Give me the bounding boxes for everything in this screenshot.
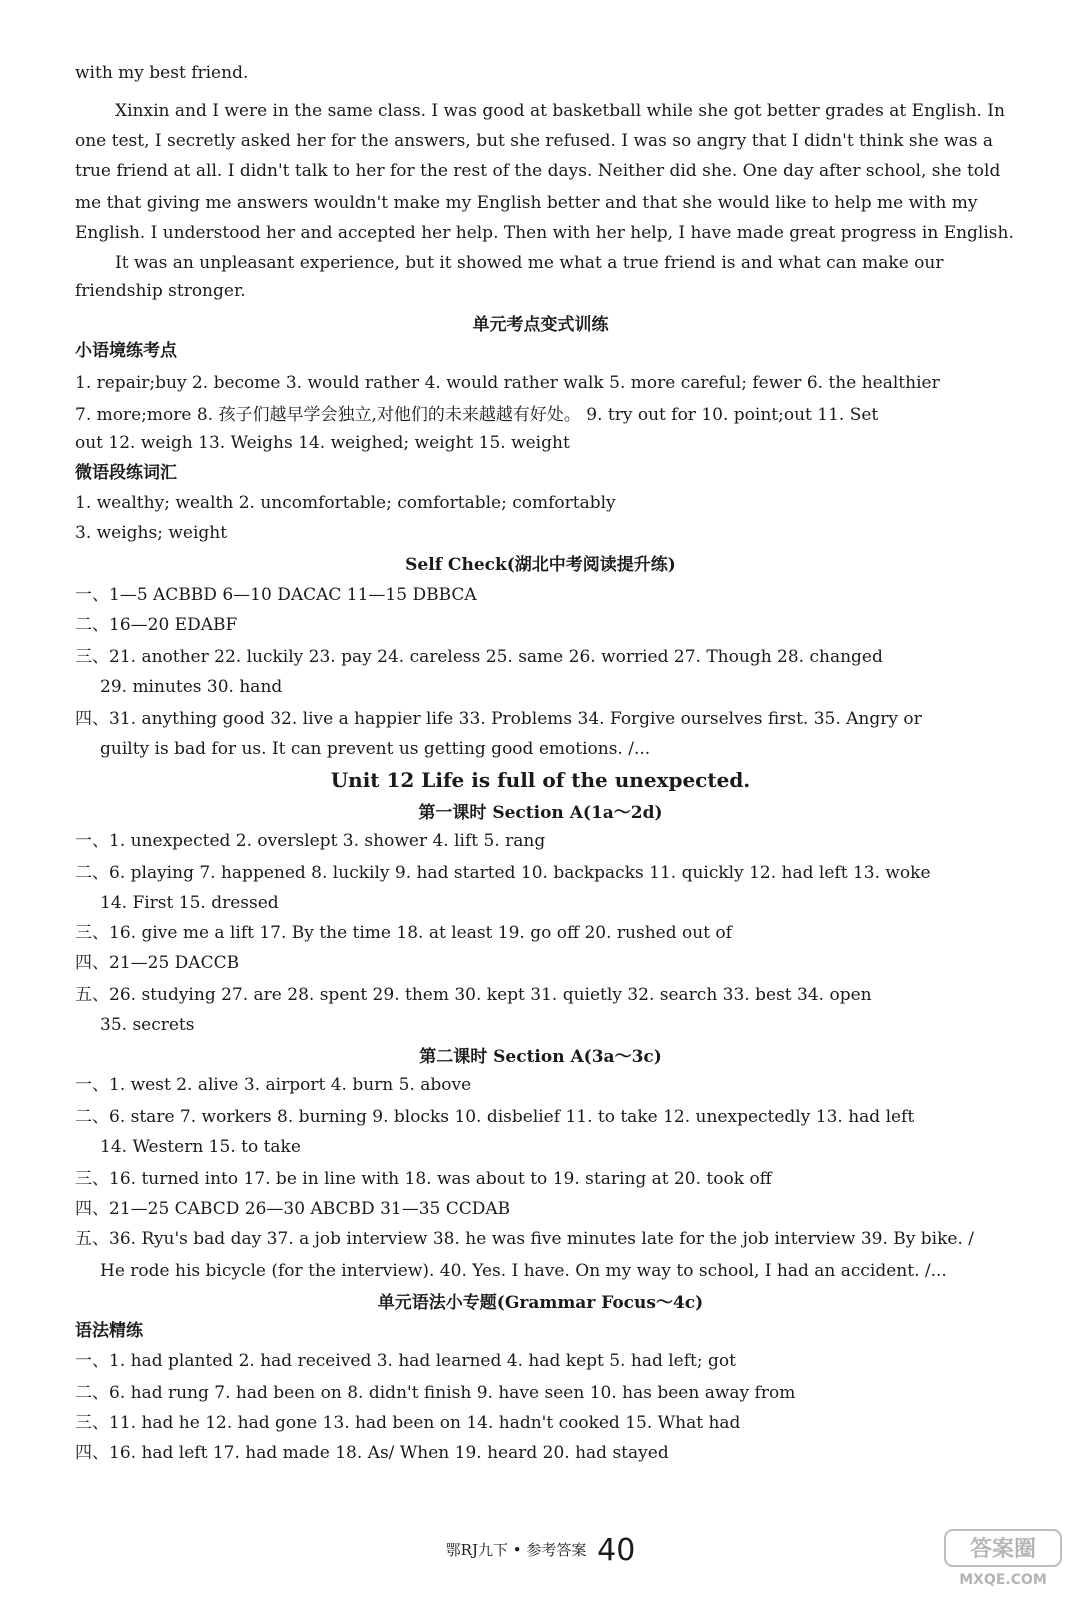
answer-line: 14. Western 15. to take xyxy=(100,1137,301,1157)
watermark-graphic xyxy=(943,1528,1063,1590)
answer-line: 14. First 15. dressed xyxy=(100,893,279,913)
watermark-logo xyxy=(943,1528,1063,1590)
answer-line: 四、21—25 CABCD 26—30 ABCBD 31—35 CCDAB xyxy=(75,1199,511,1219)
essay-line: It was an unpleasant experience, but it showed me what a true friend is and what can make our xyxy=(115,253,944,273)
answer-line: 29. minutes 30. hand xyxy=(100,677,283,697)
essay-line: true friend at all. I didn't talk to her for the rest of the days. Neither did she. One day after school, she told xyxy=(75,161,1001,181)
essay-line: friendship stronger. xyxy=(75,281,246,301)
answer-line: out 12. weigh 13. Weighs 14. weighed; weight 15. weight xyxy=(75,433,570,453)
answer-line: 三、21. another 22. luckily 23. pay 24. careless 25. same 26. worried 27. Though 28. changed xyxy=(75,647,883,667)
answer-line: 1. wealthy; wealth 2. uncomfortable; comfortable; comfortably xyxy=(75,493,616,513)
answer-line: 五、26. studying 27. are 28. spent 29. them 30. kept 31. quietly 32. search 33. best 34. open xyxy=(75,985,872,1005)
answer-line: 一、1. west 2. alive 3. airport 4. burn 5. above xyxy=(75,1075,472,1095)
section-heading: 单元语法小专题(Grammar Focus～4c) xyxy=(377,1293,704,1313)
answer-line: 三、11. had he 12. had gone 13. had been on 14. hadn't cooked 15. What had xyxy=(75,1413,741,1433)
answer-line: He rode his bicycle (for the interview). 40. Yes. I have. On my way to school, I had an accident. /... xyxy=(100,1261,947,1281)
footer-label: 鄂RJ九下 • 参考答案 xyxy=(445,1541,587,1559)
answer-line: 一、1—5 ACBBD 6—10 DACAC 11—15 DBBCA xyxy=(75,585,477,605)
answer-line: 7. more;more 8. 孩子们越早学会独立,对他们的未来越越有好处。 9. try out for 10. point;out 11. Set xyxy=(75,405,879,425)
section-heading: Self Check(湖北中考阅读提升练) xyxy=(405,555,676,575)
answer-line: 三、16. give me a lift 17. By the time 18. at least 19. go off 20. rushed out of xyxy=(75,923,732,943)
answer-line: 五、36. Ryu's bad day 37. a job interview 38. he was five minutes late for the job interview 39. By bike. / xyxy=(75,1229,974,1249)
answer-line: 四、16. had left 17. had made 18. As/ When 19. heard 20. had stayed xyxy=(75,1443,669,1463)
answer-line: 二、6. stare 7. workers 8. burning 9. blocks 10. disbelief 11. to take 12. unexpectedly 13. had left xyxy=(75,1107,915,1127)
answer-line: 3. weighs; weight xyxy=(75,523,228,543)
answer-line: guilty is bad for us. It can prevent us getting good emotions. /... xyxy=(100,739,651,759)
section-heading: 第二课时 Section A(3a～3c) xyxy=(419,1047,662,1067)
subsection-heading: 小语境练考点 xyxy=(75,341,177,361)
watermark-bottom-text: MXQE.COM xyxy=(959,1572,1047,1588)
section-heading: 第一课时 Section A(1a～2d) xyxy=(418,803,663,823)
answer-line: 1. repair;buy 2. become 3. would rather 4. would rather walk 5. more careful; fewer 6. the healthier xyxy=(75,373,940,393)
answer-line: 二、6. had rung 7. had been on 8. didn't finish 9. have seen 10. has been away from xyxy=(75,1383,796,1403)
page-footer xyxy=(0,1532,1081,1569)
essay-line: with my best friend. xyxy=(75,63,249,83)
watermark-top-text: 答案圈 xyxy=(969,1537,1037,1562)
unit-title: Unit 12 Life is full of the unexpected. xyxy=(330,768,751,792)
answer-line: 二、6. playing 7. happened 8. luckily 9. had started 10. backpacks 11. quickly 12. had left 13. woke xyxy=(75,863,931,883)
essay-line: one test, I secretly asked her for the answers, but she refused. I was so angry that I didn't think she was a xyxy=(75,131,994,151)
answer-line: 一、1. had planted 2. had received 3. had learned 4. had kept 5. had left; got xyxy=(75,1351,736,1371)
essay-line: Xinxin and I were in the same class. I was good at basketball while she got better grades at English. In xyxy=(115,101,1005,121)
answer-line: 一、1. unexpected 2. overslept 3. shower 4. lift 5. rang xyxy=(75,831,546,851)
essay-line: me that giving me answers wouldn't make my English better and that she would like to help me with my xyxy=(75,193,978,213)
answer-line: 三、16. turned into 17. be in line with 18. was about to 19. staring at 20. took off xyxy=(75,1169,772,1189)
subsection-heading: 微语段练词汇 xyxy=(75,463,177,483)
section-heading: 单元考点变式训练 xyxy=(472,315,609,335)
answer-line: 35. secrets xyxy=(100,1015,195,1035)
essay-line: English. I understood her and accepted her help. Then with her help, I have made great progress in English. xyxy=(75,223,1014,243)
subsection-heading: 语法精练 xyxy=(75,1321,143,1341)
page-number: 40 xyxy=(597,1533,636,1568)
answer-line: 四、21—25 DACCB xyxy=(75,953,240,973)
answer-line: 二、16—20 EDABF xyxy=(75,615,238,635)
answer-line: 四、31. anything good 32. live a happier life 33. Problems 34. Forgive ourselves first. 35. Angry or xyxy=(75,709,922,729)
